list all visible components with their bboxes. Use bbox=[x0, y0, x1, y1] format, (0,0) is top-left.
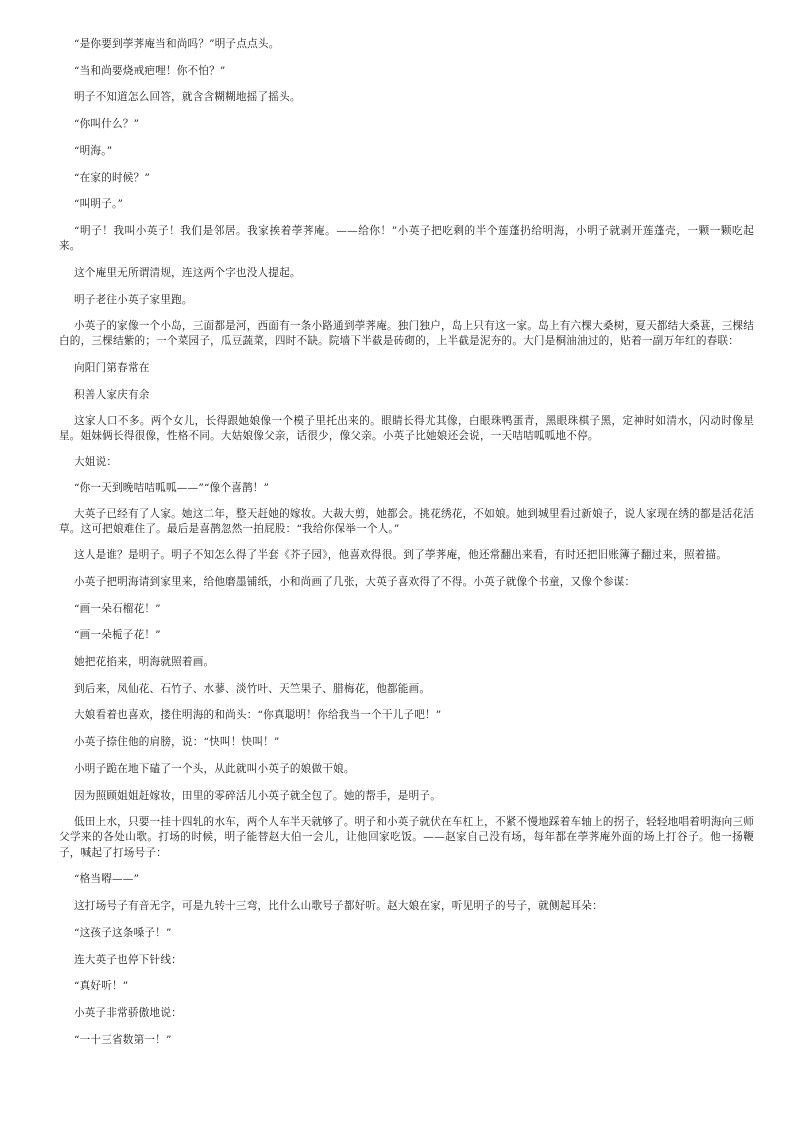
paragraph: 因为照顾姐姐赶嫁妆，田里的零碎活儿小英子就全包了。她的帮手，是明子。 bbox=[74, 789, 441, 802]
paragraph: “画一朵栀子花！” bbox=[74, 629, 161, 642]
paragraph: 这人是谁？是明子。明子不知怎么得了半套《芥子园》，他喜欢得很。到了荸荠庵，他还常翻出来看，有时还把旧账簿子翻过来，照着描。 bbox=[74, 549, 728, 562]
paragraph: “真好听！” bbox=[74, 980, 129, 993]
paragraph: “一十三省数第一！” bbox=[74, 1033, 172, 1046]
paragraph: 大英子已经有了人家。她这二年，整天赶她的嫁妆。大裁大剪，她都会。挑花绣花，不如娘。她到城里看过新娘子，说人家现在绣的都是活花活草。这可把娘难住了。最后是喜鹊忽然一拍屁股：“我给你保举一个人。” bbox=[59, 508, 755, 536]
couplet-line: 向阳门第春常在 bbox=[74, 362, 150, 375]
paragraph: 大姐说： bbox=[74, 456, 118, 469]
paragraph: “当和尚要烧戒疤哩！你不怕？” bbox=[74, 64, 226, 77]
paragraph: 到后来，凤仙花、石竹子、水蓼、淡竹叶、天竺果子、腊梅花，他都能画。 bbox=[74, 682, 431, 695]
paragraph: “是你要到荸荠庵当和尚吗？”明子点点头。 bbox=[74, 38, 280, 50]
paragraph: “格当嘚——” bbox=[74, 873, 140, 886]
paragraph: 低田上水，只要一挂十四轧的水车，两个人车半天就够了。明子和小英子就伏在车杠上，不紧不慢地踩着车轴上的拐子，轻轻地唱着明海向三师父学来的各处山歌。打场的时候，明子能替赵大伯一会儿，让他回家吃饭。——赵家自己没有场，每年都在荸荠庵外面的场上打谷子。他一扬鞭子，喊起了打场号子： bbox=[59, 816, 755, 859]
paragraph: 连大英子也停下针线： bbox=[74, 953, 182, 966]
paragraph: 明子老往小英子家里跑。 bbox=[74, 293, 193, 306]
paragraph: 这打场号子有音无字，可是九转十三弯，比什么山歌号子都好听。赵大娘在家，听见明子的号子，就侧起耳朵： bbox=[74, 900, 603, 913]
paragraph: 明子不知道怎么回答，就含含糊糊地摇了摇头。 bbox=[74, 91, 301, 104]
paragraph: 小明子跪在地下磕了一个头，从此就叫小英子的娘做干娘。 bbox=[74, 762, 355, 775]
paragraph: 小英子捺住他的肩膀，说：“快叫！快叫！” bbox=[74, 736, 280, 749]
couplet-line: 积善人家庆有余 bbox=[74, 388, 150, 401]
paragraph: “在家的时候？” bbox=[74, 171, 150, 184]
paragraph: “你一天到晚咭咭呱呱——”“像个喜鹊！” bbox=[74, 482, 270, 495]
paragraph: 小英子非常骄傲地说： bbox=[74, 1006, 182, 1019]
paragraph: 小英子把明海请到家里来，给他磨墨铺纸，小和尚画了几张，大英子喜欢得了不得。小英子就像个书童，又像个参谋： bbox=[74, 575, 636, 588]
paragraph: “明海。” bbox=[74, 144, 113, 157]
paragraph: 大娘看着也喜欢，搂住明海的和尚头：“你真聪明！你给我当一个干儿子吧！” bbox=[74, 709, 442, 722]
paragraph: 这个庵里无所谓清规，连这两个字也没人提起。 bbox=[74, 266, 301, 279]
paragraph: “叫明子。” bbox=[74, 198, 124, 211]
paragraph: “明子！我叫小英子！我们是邻居。我家挨着荸荠庵。——给你！”小英子把吃剩的半个莲蓬扔给明海，小明子就剥开莲蓬壳，一颗一颗吃起来。 bbox=[59, 224, 754, 253]
paragraph: 这家人口不多。两个女儿，长得跟她娘像一个模子里托出来的。眼睛长得尤其像，白眼珠鸭蛋青，黑眼珠棋子黑，定神时如清水，闪动时像星星。姐妹俩长得很像，性格不同。大姑娘像父亲，话很少，像父亲。小英子比她娘还会说，一天咭咭呱呱地不停。 bbox=[59, 414, 754, 443]
paragraph: “这孩子这条嗓子！” bbox=[74, 926, 172, 939]
paragraph: 她把花掐来，明海就照着画。 bbox=[74, 656, 215, 669]
paragraph: “画一朵石榴花！” bbox=[74, 602, 161, 615]
paragraph: 小英子的家像一个小岛，三面都是河，西面有一条小路通到荸荠庵。独门独户，岛上只有这一家。岛上有六棵大桑树，夏天都结大桑葚，三棵结白的，三棵结紫的；一个菜园子，瓜豆蔬菜，四时不缺。院墙下半截是砖砌的，上半截是泥夯的。大门是桐油油过的，贴着一副万年红的春联： bbox=[59, 320, 755, 348]
paragraph: “你叫什么？” bbox=[74, 118, 140, 131]
